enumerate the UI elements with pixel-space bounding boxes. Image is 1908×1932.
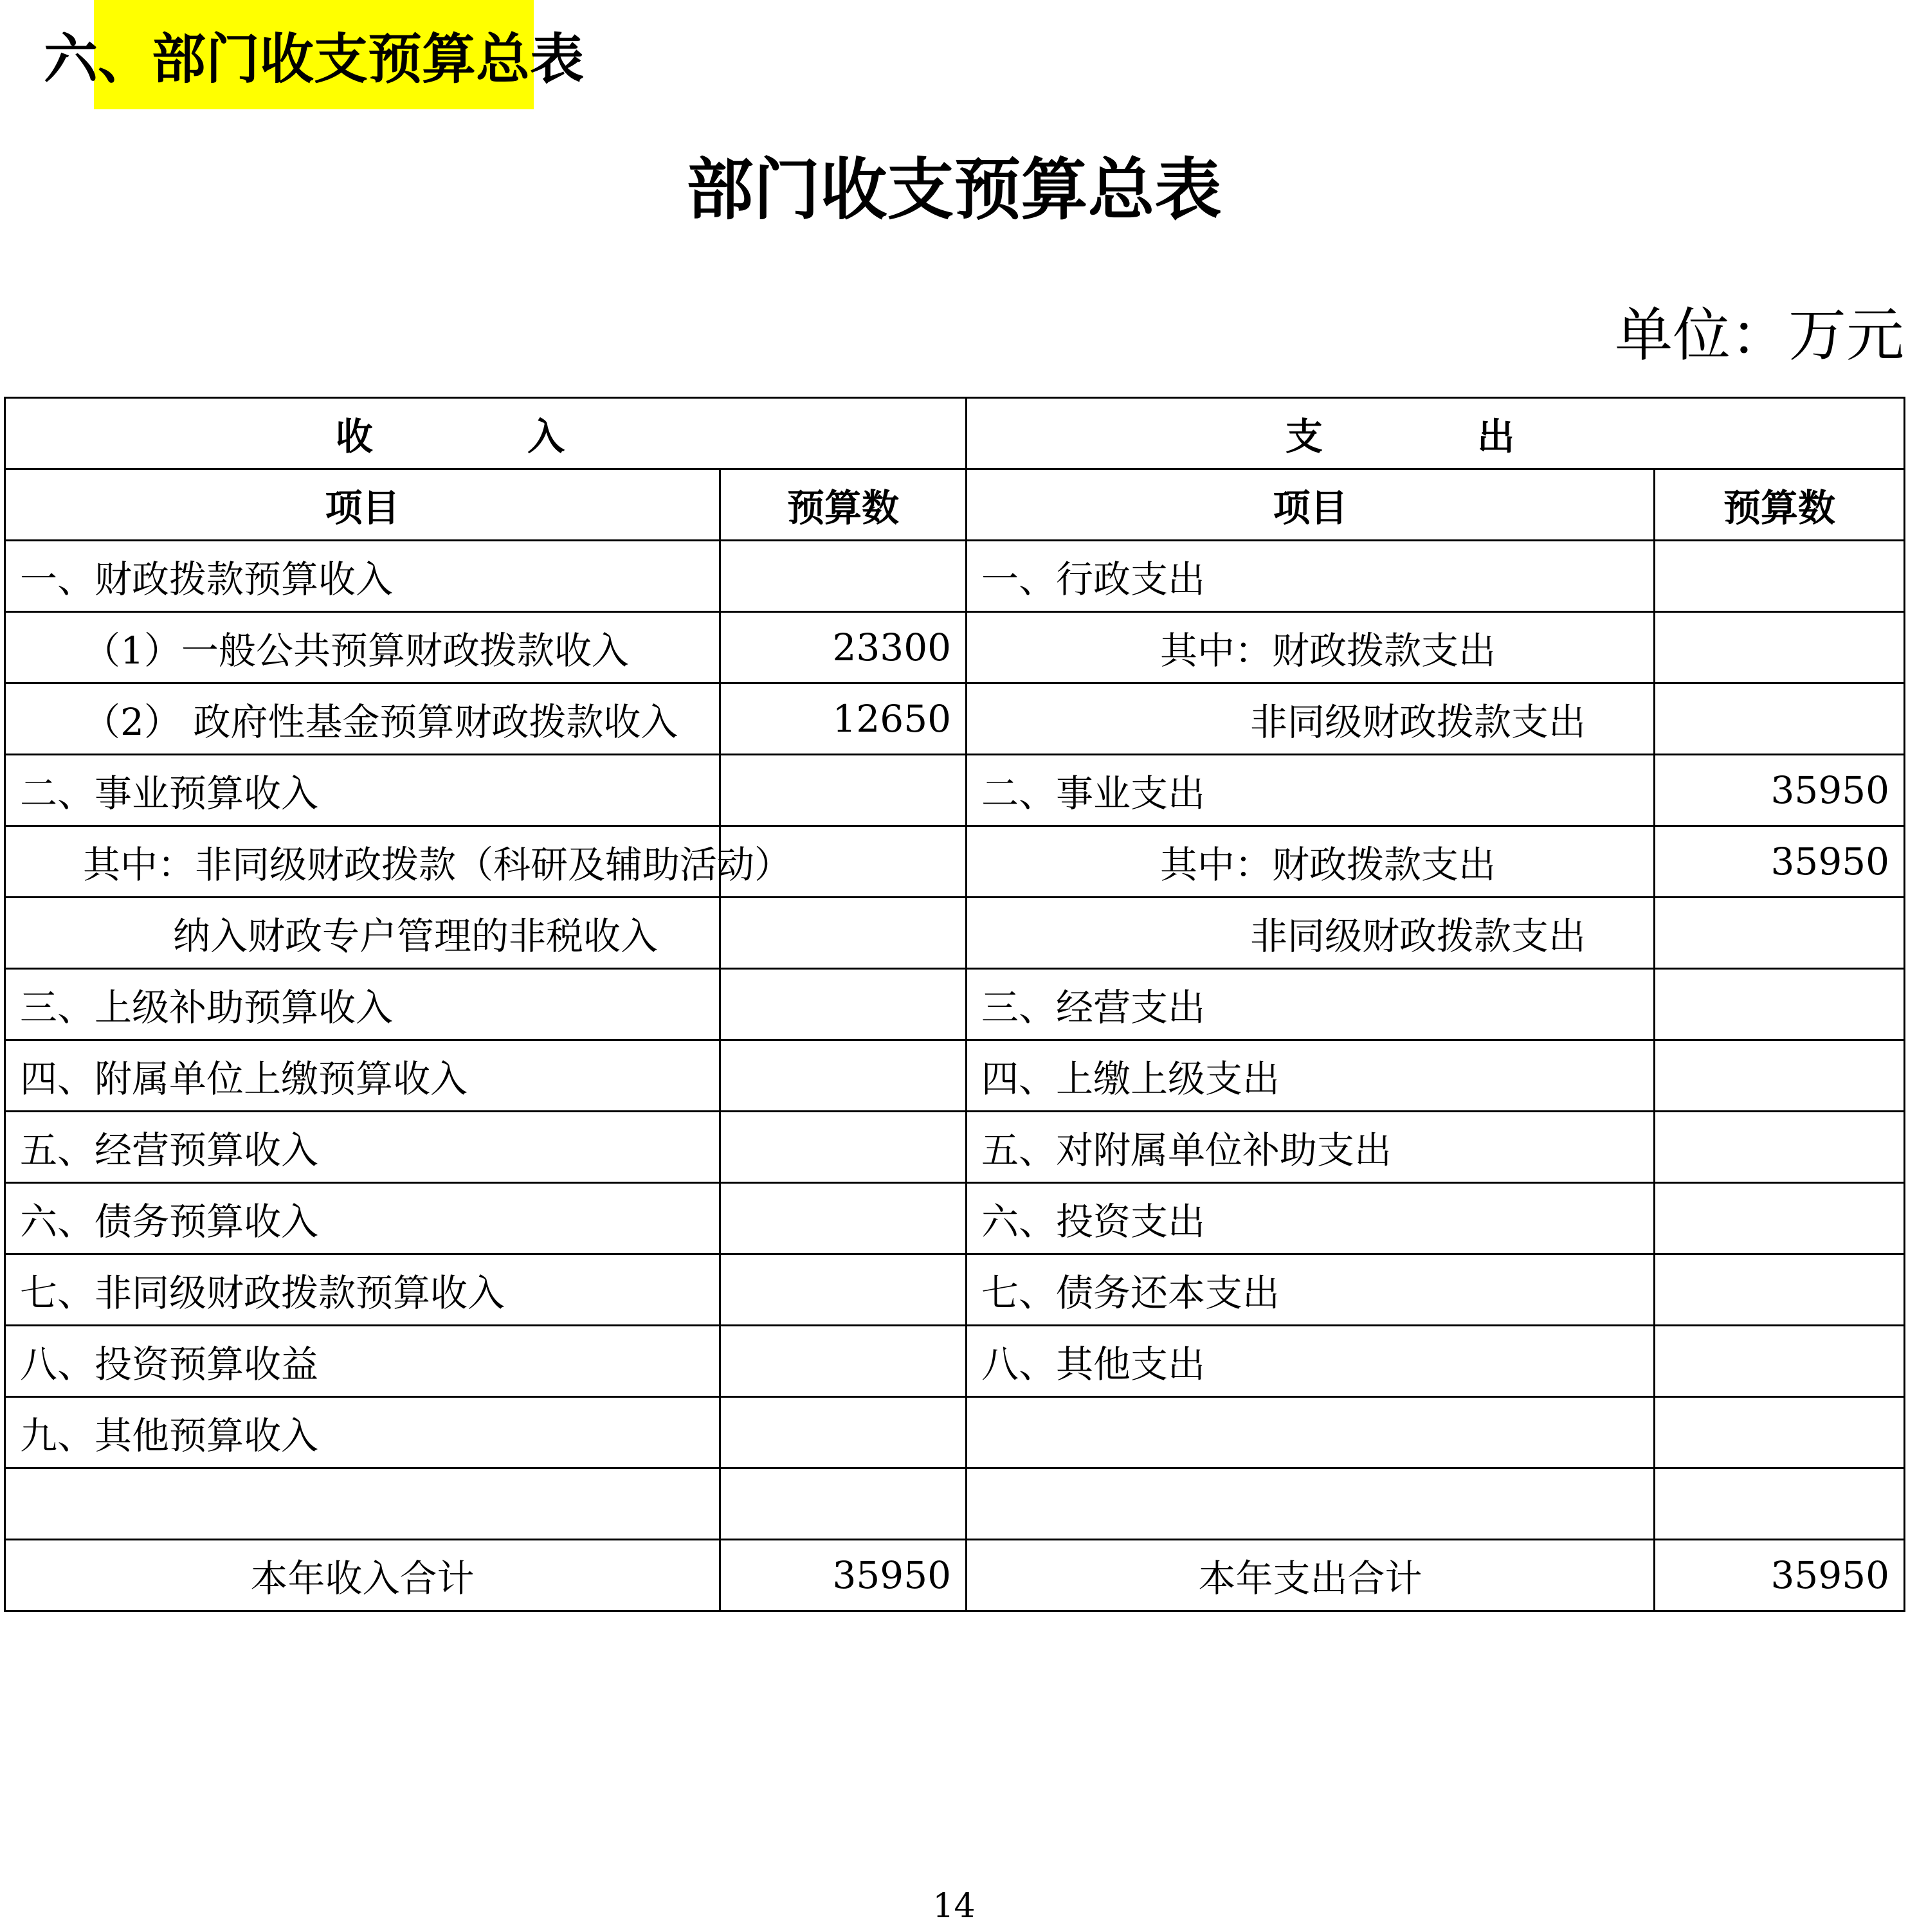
income-value-cell (720, 1468, 967, 1540)
table-row (5, 1040, 1905, 1112)
income-item-cell: 二、事业预算收入 (5, 755, 720, 826)
table-row (5, 1326, 1905, 1397)
expense-item-cell: 七、债务还本支出 (967, 1254, 1655, 1326)
expense-item-cell: 非同级财政拨款支出 (967, 683, 1655, 755)
expense-value-cell (1655, 541, 1905, 612)
expense-value-cell (1655, 612, 1905, 683)
income-value-cell: 23300 (720, 612, 967, 683)
table-row (5, 969, 1905, 1040)
income-item-cell: 六、债务预算收入 (5, 1183, 720, 1254)
income-item-cell: 三、上级补助预算收入 (5, 969, 720, 1040)
income-item-cell: （1）一般公共预算财政拨款收入 (5, 612, 720, 683)
budget-summary-table (4, 397, 1905, 1612)
expense-item-cell: 二、事业支出 (967, 755, 1655, 826)
expense-value-cell: 35950 (1655, 826, 1905, 898)
table-row (5, 612, 1905, 683)
expense-value-cell (1655, 969, 1905, 1040)
income-value-cell (720, 1397, 967, 1468)
income-value-cell: 12650 (720, 683, 967, 755)
expense-value-cell (1655, 1397, 1905, 1468)
income-item-cell: 其中：非同级财政拨款（科研及辅助活动） (5, 826, 720, 898)
income-item-cell (5, 1468, 720, 1540)
expense-item-cell: 其中：财政拨款支出 (967, 826, 1655, 898)
income-total-value: 35950 (720, 1540, 967, 1611)
income-value-cell (720, 1040, 967, 1112)
expense-value-cell (1655, 898, 1905, 969)
section-heading: 六、部门收支预算总表 (94, 0, 534, 109)
expense-value-cell (1655, 1112, 1905, 1183)
income-budget-column-header: 预算数 (720, 469, 967, 541)
expense-item-cell: 一、行政支出 (967, 541, 1655, 612)
income-group-header: 收 入 (5, 398, 967, 469)
income-value-cell (720, 898, 967, 969)
income-item-cell: （2） 政府性基金预算财政拨款收入 (5, 683, 720, 755)
expense-item-cell: 三、经营支出 (967, 969, 1655, 1040)
table-row (5, 683, 1905, 755)
income-item-cell: 五、经营预算收入 (5, 1112, 720, 1183)
income-value-cell (720, 1326, 967, 1397)
expense-total-value: 35950 (1655, 1540, 1905, 1611)
table-row (5, 898, 1905, 969)
page-title: 部门收支预算总表 (686, 150, 1222, 229)
table-header-row-group (5, 398, 1905, 469)
income-item-cell: 四、附属单位上缴预算收入 (5, 1040, 720, 1112)
expense-value-cell (1655, 1326, 1905, 1397)
table-row (5, 1468, 1905, 1540)
table-row (5, 1397, 1905, 1468)
expense-total-label: 本年支出合计 (967, 1540, 1655, 1611)
expense-item-cell (967, 1397, 1655, 1468)
expense-item-column-header: 项目 (967, 469, 1655, 541)
income-value-cell (720, 1112, 967, 1183)
expense-item-cell: 非同级财政拨款支出 (967, 898, 1655, 969)
expense-item-cell: 六、投资支出 (967, 1183, 1655, 1254)
expense-item-cell: 五、对附属单位补助支出 (967, 1112, 1655, 1183)
income-item-cell: 九、其他预算收入 (5, 1397, 720, 1468)
expense-item-cell: 八、其他支出 (967, 1326, 1655, 1397)
income-value-cell (720, 1254, 967, 1326)
income-value-cell (720, 541, 967, 612)
expense-value-cell (1655, 1183, 1905, 1254)
expense-budget-column-header: 预算数 (1655, 469, 1905, 541)
income-item-cell: 一、财政拨款预算收入 (5, 541, 720, 612)
expense-group-header: 支 出 (967, 398, 1905, 469)
income-item-cell: 纳入财政专户管理的非税收入 (5, 898, 720, 969)
expense-value-cell (1655, 1040, 1905, 1112)
expense-value-cell (1655, 683, 1905, 755)
table-row (5, 1112, 1905, 1183)
income-value-cell (720, 969, 967, 1040)
income-item-column-header: 项目 (5, 469, 720, 541)
table-row (5, 1254, 1905, 1326)
expense-item-cell (967, 1468, 1655, 1540)
table-row (5, 541, 1905, 612)
income-value-cell (720, 755, 967, 826)
table-header-row-columns (5, 469, 1905, 541)
income-total-label: 本年收入合计 (5, 1540, 720, 1611)
table-row (5, 826, 1905, 898)
expense-value-cell: 35950 (1655, 755, 1905, 826)
expense-item-cell: 四、上缴上级支出 (967, 1040, 1655, 1112)
table-row (5, 755, 1905, 826)
income-item-cell: 八、投资预算收益 (5, 1326, 720, 1397)
income-value-cell (720, 1183, 967, 1254)
table-row (5, 1183, 1905, 1254)
table-total-row (5, 1540, 1905, 1611)
expense-item-cell: 其中：财政拨款支出 (967, 612, 1655, 683)
income-item-cell: 七、非同级财政拨款预算收入 (5, 1254, 720, 1326)
unit-label: 单位：万元 (1615, 302, 1904, 369)
expense-value-cell (1655, 1254, 1905, 1326)
expense-value-cell (1655, 1468, 1905, 1540)
page-number: 14 (932, 1887, 976, 1926)
